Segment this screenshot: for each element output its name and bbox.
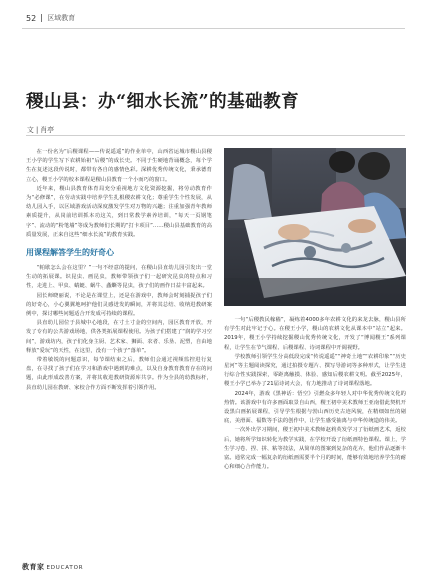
body-paragraph: 在一份名为“后稷课程——传说遥遥”的作业单中，山西省运城市稷山县稷王小学的学生写下农耕始祖“后稷”的成长史。不同于生硬地背诵概念，每个学生在复述这段传说时，都带有各自的感情色彩。深耕优秀传统文化，秉承德育立心，稷王小学的校本课程是稷山县教育一个小而巧的窗口。: [26, 149, 212, 183]
left-column: [26, 148, 212, 393]
body-paragraph: 近年来，稷山县教育体育局充分重视地方文化资源挖掘，将劳动教育作为“必修课”，在劳动实践中培养学生扎根稷农耕文化；尊重学生个性发展，从幼儿园入手，以区域游戏活动深度激发学生对万物的兴趣；注重加强青年教师素质提升，从岗前培训抓本功这关，到日常教学素养培训，“每天一页钢笔字”、流动的“粉笔墙”等成为教师们长期的“打卡项目”……稷山县基础教育的高质量发展，正来自这些“细水长流”的教育实践。: [26, 185, 212, 238]
header-rule: [22, 28, 405, 29]
article-title: 稷山县：办“细水长流”的基础教育: [26, 92, 300, 112]
body-paragraph: 带着敏锐的问题意识，每节课结束之后，教师们会通过视频监控进行复盘，在寻找了孩子们在学习和游戏中遇到的难点，以及自身教育教育存在的问题，由此形成改善方案，并将其收进教研资源库共享。作为全县的幼教标杆，县直幼儿园在教研、家校合作方面不断发挥着引领作用。: [26, 357, 212, 391]
header-divider: [41, 14, 42, 22]
right-column: [224, 316, 406, 472]
body-paragraph: 学校教师引领学生分高低段完成“传说遥遥”“神奇土地”“农耕印象”“历史星河”等主题阅读探究，通过拍摄专题片、撰写导游词等多种形式，让学生进行综合性实践探索，零距离触摸、体验、感知后稷农耕文明。截至2025年，稷王小学已举办了21届诗词大会，有力地推动了诗词课程落地。: [224, 353, 406, 388]
body-paragraph: 2024年，游戏《黑神话：悟空》引燃众多年轻人对中华优秀传统文化的热情。该游戏中有许多画面取景自山西，稷王初中美术教师王亚南借此契机开设黑白画拓展课程，引导学生根据与勃山西历史古迹风貌，在精细如丝的剔底，美滑面、福数等手法的创作中，让学生感受抽离与中华传统造的伟美。: [224, 390, 406, 425]
section-subheading: 用课程解答学生的好奇心: [26, 248, 114, 258]
running-header: [26, 12, 75, 24]
footer-brand: [22, 562, 83, 572]
page-number: 52: [26, 13, 37, 23]
brand-name: 教育家: [22, 563, 45, 571]
article-author: 文 | 肖亭: [27, 126, 55, 134]
body-paragraph: “帕歇怎么会在这里？”一句不经意的提问，在稷山县直幼儿园引发出一堂生动的拓展课。识昆虫、画昆虫，教师带领孩子们一起研究昆虫的特点和习性，走进上、甲虫、蜻蜓、蜗牛、螽蟖等昆虫，孩子们的画作日益丰富起来。: [26, 265, 212, 290]
article-photo: [224, 148, 406, 306]
body-paragraph: 县直幼儿园位于县城中心地段，在寸土寸金的空间内，园区教育开放，开发了专有的公共游戏场地，供各类拓展课程使用。为孩子们搭建了“润的学习空间”，游戏坊内，孩子们化身主厨、艺术家、狮面、农者、乐垦、泥塑，自由地释放“爱玩”的天性，在这里，没有一个孩子“落单”。: [26, 320, 212, 354]
title-rule: [26, 135, 405, 136]
body-paragraph: 一次外出学习期间，稷王初中美术教师赵莉英发学习了衍纸画艺术，返校后，她将所学知识转化为教学实践，在学校开设了衍纸画特色课程。课上，学生学习卷、捏、拼、粘等技法，从简单的图案到复杂的花卉，他们作品逐渐丰富。通常完成一幅复杂的衍纸画需要半个月的时间，能够有效地培养学生的耐心和细心合作能力。: [224, 427, 406, 471]
body-paragraph: 一句“后稷教民稼穑”，凝练着4000多年农耕文化的来龙去脉，稷山县所有学生对此牢记于心。在稷王小学，稷山的农耕文化从课本中“站立”起来。2019年，稷王小学持续挖掘稷山优秀传统文化，开发了“博闻稷王”系列课程，让学生在节气课程、后稷课程、诗词课程中开阔视野。: [224, 317, 406, 351]
body-paragraph: 园长师晓丽说，不论是在课堂上，还是在游戏中，教师会时刻捕捉孩子们的好奇心，小心翼翼地呵护他们灵感迸发的瞬间，并将其总结、收纳进教研案例中，探讨哪些问题适合开发成可持续的课程。: [26, 292, 212, 318]
photo-illustration: [224, 148, 406, 306]
section-name: 区域教育: [47, 14, 76, 22]
brand-name-en: EDUCATOR: [46, 565, 84, 571]
